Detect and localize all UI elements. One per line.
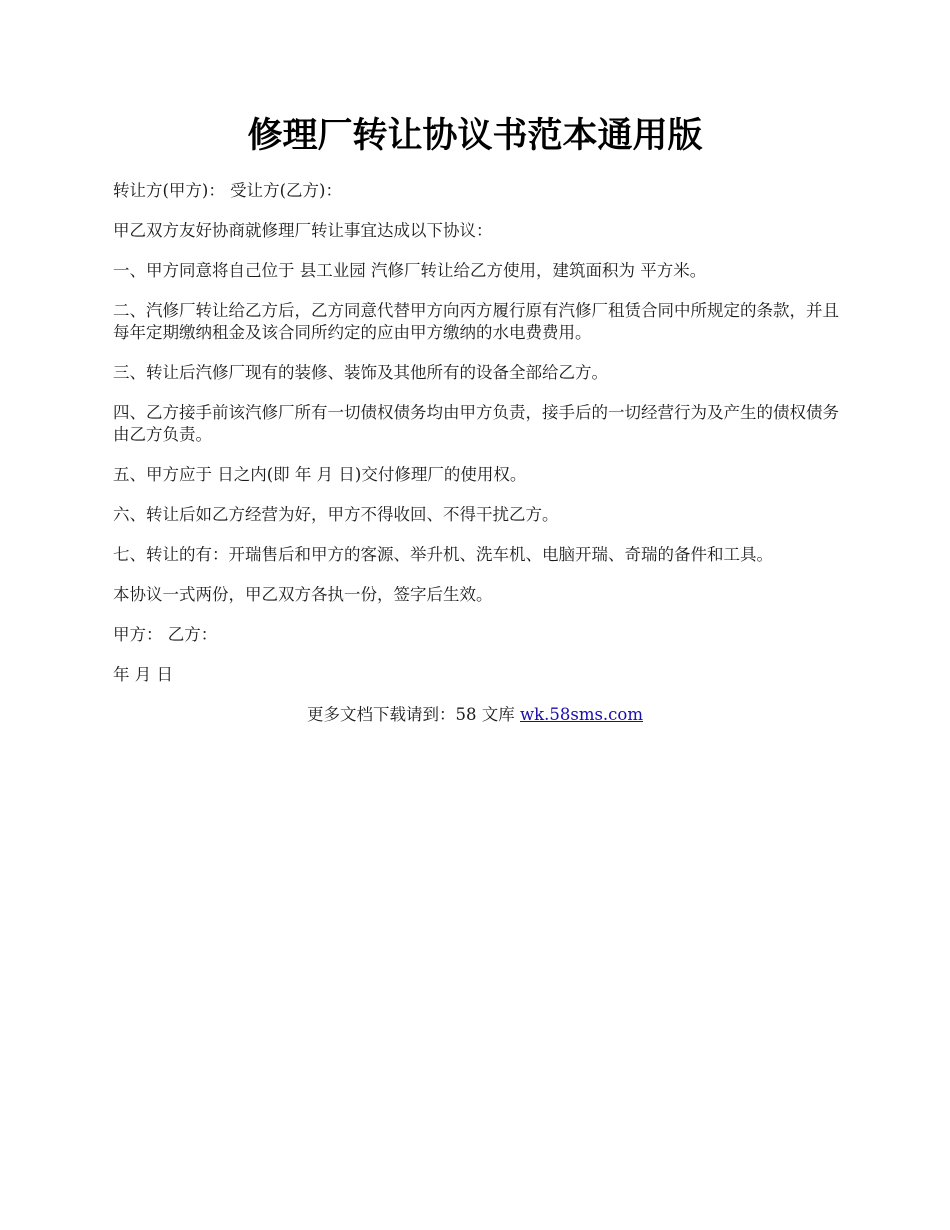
- paragraph-clause-1: 一、甲方同意将自己位于 县工业园 汽修厂转让给乙方使用，建筑面积为 平方米。: [113, 261, 707, 280]
- paragraph-date: 年 月 日: [113, 665, 173, 684]
- paragraph-signatures: 甲方： 乙方：: [113, 625, 218, 644]
- paragraph-intro: 甲乙双方友好协商就修理厂转让事宜达成以下协议：: [113, 221, 493, 240]
- paragraph-clause-7: 七、转让的有：开瑞售后和甲方的客源、举升机、洗车机、电脑开瑞、奇瑞的备件和工具。: [113, 545, 773, 564]
- paragraph-parties: 转让方(甲方)： 受让方(乙方)：: [113, 181, 342, 200]
- document-title: 修理厂转让协议书范本通用版: [247, 115, 703, 156]
- footer-download-note: [0, 704, 950, 726]
- footer-prefix: 更多文档下载请到：58 文库: [306, 705, 520, 724]
- paragraph-clause-4: 四、乙方接手前该汽修厂所有一切债权债务均由甲方负责，接手后的一切经营行为及产生的债权债务由乙方负责。: [113, 403, 839, 444]
- paragraph-clause-2: 二、汽修厂转让给乙方后，乙方同意代替甲方向丙方履行原有汽修厂租赁合同中所规定的条款，并且每年定期缴纳租金及该合同所约定的应由甲方缴纳的水电费费用。: [113, 301, 839, 342]
- footer-site-link[interactable]: wk.58sms.com: [519, 705, 643, 724]
- paragraph-clause-6: 六、转让后如乙方经营为好，甲方不得收回、不得干扰乙方。: [113, 505, 559, 524]
- paragraph-clause-5: 五、甲方应于 日之内(即 年 月 日)交付修理厂的使用权。: [113, 465, 527, 484]
- paragraph-clause-3: 三、转让后汽修厂现有的装修、装饰及其他所有的设备全部给乙方。: [113, 363, 608, 382]
- document-body: [113, 180, 853, 704]
- paragraph-effective: 本协议一式两份，甲乙双方各执一份，签字后生效。: [113, 585, 493, 604]
